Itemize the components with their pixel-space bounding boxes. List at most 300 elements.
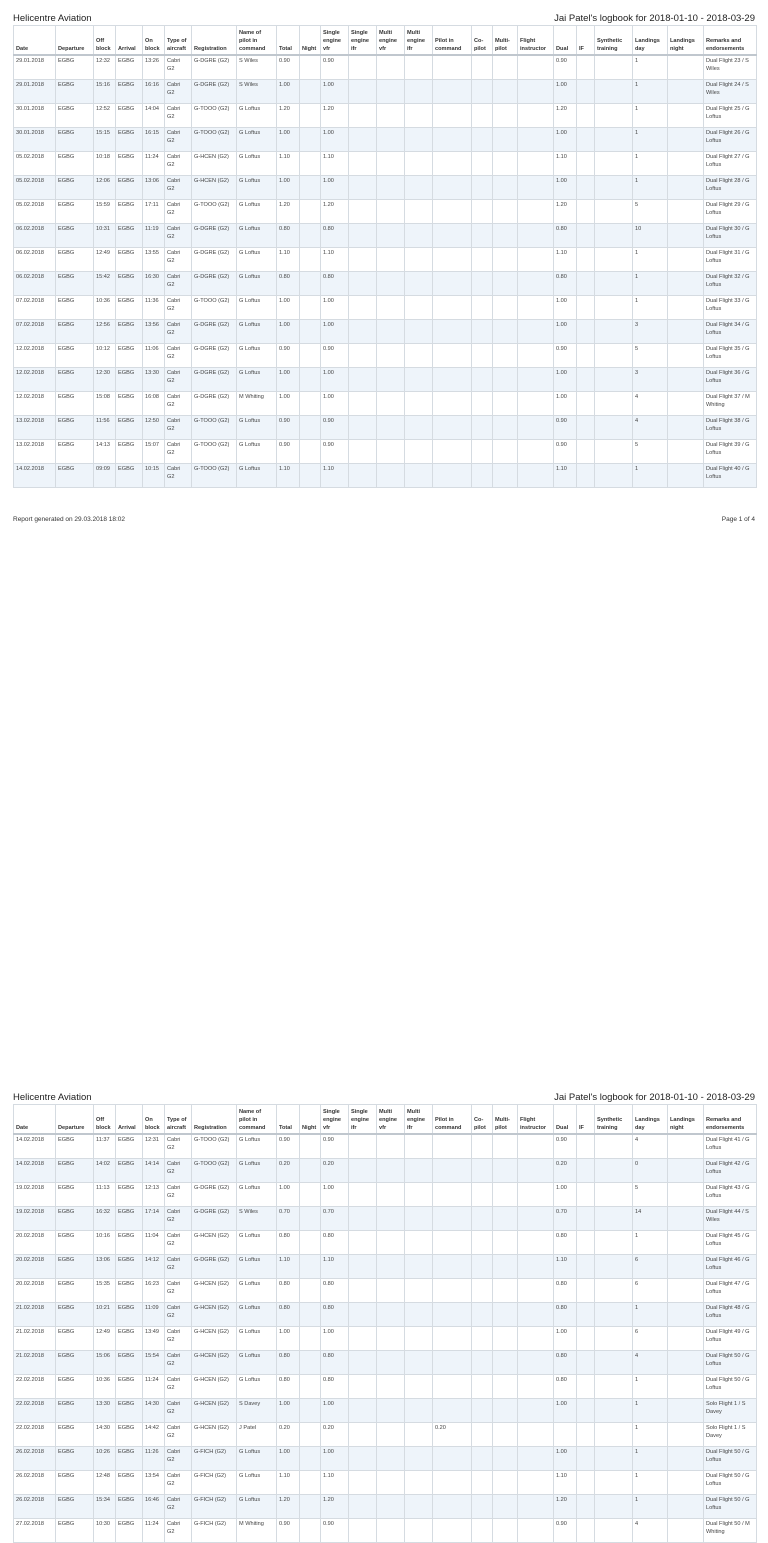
cell-pilot-in-command: [433, 1375, 472, 1399]
cell-multi-engine-vfr: [377, 1134, 405, 1159]
cell-multi-engine-ifr: [405, 200, 433, 224]
cell-single-engine-ifr: [349, 440, 377, 464]
cell-landings-night: [668, 1423, 704, 1447]
cell-date: 06.02.2018: [14, 248, 56, 272]
cell-departure: EGBG: [56, 200, 94, 224]
cell-name-of-pilot-in-command: G Loftus: [237, 1183, 277, 1207]
cell-on-block: 16:08: [143, 392, 165, 416]
cell-landings-day: 14: [633, 1207, 668, 1231]
cell-flight-instructor: [518, 368, 554, 392]
cell-multi-engine-ifr: [405, 1519, 433, 1543]
cell-landings-night: [668, 1447, 704, 1471]
cell-total: 1.10: [277, 464, 300, 488]
column-header-multi-engine-vfr: Multi engine vfr: [377, 1105, 405, 1135]
cell-if: [577, 224, 595, 248]
cell-pilot-in-command: [433, 1303, 472, 1327]
cell-arrival: EGBG: [116, 1327, 143, 1351]
cell-landings-night: [668, 1495, 704, 1519]
cell-dual: 1.10: [554, 464, 577, 488]
cell-on-block: 11:04: [143, 1231, 165, 1255]
cell-arrival: EGBG: [116, 416, 143, 440]
cell-synthetic-training: [595, 1519, 633, 1543]
cell-flight-instructor: [518, 1447, 554, 1471]
cell-total: 0.20: [277, 1159, 300, 1183]
cell-co-pilot: [472, 1471, 493, 1495]
cell-registration: G-HCEN (G2): [192, 1327, 237, 1351]
cell-if: [577, 344, 595, 368]
cell-multi-engine-ifr: [405, 55, 433, 80]
cell-landings-night: [668, 1183, 704, 1207]
cell-single-engine-vfr: 1.00: [321, 1327, 349, 1351]
cell-multi-engine-ifr: [405, 176, 433, 200]
cell-date: 21.02.2018: [14, 1303, 56, 1327]
cell-remarks-and-endorsements: Dual Flight 39 / G Loftus: [704, 440, 757, 464]
cell-off-block: 15:08: [94, 392, 116, 416]
cell-type-of-aircraft: Cabri G2: [165, 152, 192, 176]
cell-pilot-in-command: 0.20: [433, 1423, 472, 1447]
cell-departure: EGBG: [56, 1303, 94, 1327]
cell-landings-day: 1: [633, 176, 668, 200]
cell-pilot-in-command: [433, 1279, 472, 1303]
cell-departure: EGBG: [56, 176, 94, 200]
cell-synthetic-training: [595, 1183, 633, 1207]
cell-dual: 1.00: [554, 176, 577, 200]
cell-total: 0.80: [277, 1231, 300, 1255]
column-header-synthetic-training: Synthetic training: [595, 1105, 633, 1135]
cell-arrival: EGBG: [116, 1134, 143, 1159]
column-header-multi-engine-ifr: Multi engine ifr: [405, 26, 433, 56]
cell-if: [577, 1279, 595, 1303]
cell-night: [300, 55, 321, 80]
cell-dual: 0.80: [554, 224, 577, 248]
cell-single-engine-vfr: 0.80: [321, 224, 349, 248]
cell-type-of-aircraft: Cabri G2: [165, 1159, 192, 1183]
cell-landings-night: [668, 1471, 704, 1495]
cell-multi-pilot: [493, 344, 518, 368]
cell-name-of-pilot-in-command: G Loftus: [237, 1279, 277, 1303]
cell-if: [577, 1423, 595, 1447]
cell-on-block: 14:12: [143, 1255, 165, 1279]
table-row: [14, 368, 757, 392]
cell-if: [577, 1159, 595, 1183]
cell-co-pilot: [472, 392, 493, 416]
cell-co-pilot: [472, 1375, 493, 1399]
cell-synthetic-training: [595, 1351, 633, 1375]
column-header-date: Date: [14, 26, 56, 56]
cell-single-engine-ifr: [349, 224, 377, 248]
cell-single-engine-ifr: [349, 392, 377, 416]
cell-on-block: 14:42: [143, 1423, 165, 1447]
cell-date: 26.02.2018: [14, 1495, 56, 1519]
cell-multi-engine-vfr: [377, 128, 405, 152]
column-header-off-block: Off block: [94, 26, 116, 56]
cell-total: 0.80: [277, 272, 300, 296]
cell-landings-night: [668, 272, 704, 296]
cell-synthetic-training: [595, 1159, 633, 1183]
cell-single-engine-ifr: [349, 320, 377, 344]
cell-name-of-pilot-in-command: G Loftus: [237, 1231, 277, 1255]
cell-total: 1.00: [277, 392, 300, 416]
cell-departure: EGBG: [56, 392, 94, 416]
cell-multi-pilot: [493, 296, 518, 320]
cell-dual: 0.90: [554, 440, 577, 464]
cell-registration: G-FICH (G2): [192, 1519, 237, 1543]
cell-night: [300, 1134, 321, 1159]
cell-off-block: 15:34: [94, 1495, 116, 1519]
cell-registration: G-HCEN (G2): [192, 1375, 237, 1399]
cell-date: 29.01.2018: [14, 55, 56, 80]
cell-on-block: 17:14: [143, 1207, 165, 1231]
cell-night: [300, 1471, 321, 1495]
cell-synthetic-training: [595, 176, 633, 200]
cell-on-block: 12:50: [143, 416, 165, 440]
cell-landings-night: [668, 440, 704, 464]
cell-registration: G-HCEN (G2): [192, 176, 237, 200]
cell-dual: 0.80: [554, 272, 577, 296]
cell-dual: 0.70: [554, 1207, 577, 1231]
cell-flight-instructor: [518, 224, 554, 248]
cell-registration: G-DGRE (G2): [192, 1207, 237, 1231]
cell-co-pilot: [472, 344, 493, 368]
cell-off-block: 15:16: [94, 80, 116, 104]
cell-flight-instructor: [518, 1351, 554, 1375]
cell-on-block: 11:26: [143, 1447, 165, 1471]
cell-if: [577, 1327, 595, 1351]
cell-co-pilot: [472, 368, 493, 392]
cell-arrival: EGBG: [116, 464, 143, 488]
cell-name-of-pilot-in-command: M Whiting: [237, 1519, 277, 1543]
cell-date: 22.02.2018: [14, 1375, 56, 1399]
cell-co-pilot: [472, 1423, 493, 1447]
cell-pilot-in-command: [433, 272, 472, 296]
column-header-pilot-in-command: Pilot in command: [433, 26, 472, 56]
column-header-name-of-pilot-in-command: Name of pilot in command: [237, 26, 277, 56]
cell-if: [577, 1375, 595, 1399]
cell-multi-engine-vfr: [377, 1231, 405, 1255]
cell-total: 0.80: [277, 1279, 300, 1303]
cell-off-block: 15:35: [94, 1279, 116, 1303]
cell-registration: G-TOOO (G2): [192, 104, 237, 128]
cell-landings-day: 1: [633, 128, 668, 152]
cell-multi-engine-vfr: [377, 392, 405, 416]
cell-pilot-in-command: [433, 1183, 472, 1207]
cell-registration: G-FICH (G2): [192, 1471, 237, 1495]
cell-landings-day: 6: [633, 1279, 668, 1303]
cell-multi-pilot: [493, 440, 518, 464]
table-row: [14, 296, 757, 320]
cell-flight-instructor: [518, 1159, 554, 1183]
cell-flight-instructor: [518, 176, 554, 200]
cell-off-block: 11:13: [94, 1183, 116, 1207]
cell-type-of-aircraft: Cabri G2: [165, 464, 192, 488]
cell-registration: G-HCEN (G2): [192, 1231, 237, 1255]
cell-total: 1.00: [277, 368, 300, 392]
cell-type-of-aircraft: Cabri G2: [165, 1183, 192, 1207]
cell-pilot-in-command: [433, 1207, 472, 1231]
cell-single-engine-ifr: [349, 464, 377, 488]
cell-registration: G-HCEN (G2): [192, 1423, 237, 1447]
organisation-name: Helicentre Aviation: [13, 13, 92, 24]
cell-date: 19.02.2018: [14, 1207, 56, 1231]
cell-registration: G-TOOO (G2): [192, 464, 237, 488]
table-row: [14, 416, 757, 440]
cell-single-engine-vfr: 0.90: [321, 416, 349, 440]
cell-pilot-in-command: [433, 1495, 472, 1519]
cell-type-of-aircraft: Cabri G2: [165, 200, 192, 224]
cell-on-block: 12:13: [143, 1183, 165, 1207]
cell-if: [577, 104, 595, 128]
cell-landings-day: 3: [633, 368, 668, 392]
cell-multi-engine-ifr: [405, 296, 433, 320]
cell-multi-engine-vfr: [377, 1399, 405, 1423]
cell-pilot-in-command: [433, 1134, 472, 1159]
cell-synthetic-training: [595, 55, 633, 80]
cell-landings-night: [668, 1255, 704, 1279]
cell-multi-pilot: [493, 1183, 518, 1207]
cell-night: [300, 104, 321, 128]
cell-off-block: 14:02: [94, 1159, 116, 1183]
cell-multi-engine-vfr: [377, 1495, 405, 1519]
column-header-single-engine-vfr: Single engine vfr: [321, 1105, 349, 1135]
cell-dual: 1.20: [554, 200, 577, 224]
cell-name-of-pilot-in-command: G Loftus: [237, 128, 277, 152]
table-row: [14, 1279, 757, 1303]
cell-single-engine-vfr: 1.00: [321, 80, 349, 104]
cell-multi-pilot: [493, 1327, 518, 1351]
cell-flight-instructor: [518, 1134, 554, 1159]
cell-single-engine-ifr: [349, 55, 377, 80]
cell-flight-instructor: [518, 152, 554, 176]
cell-synthetic-training: [595, 1399, 633, 1423]
cell-flight-instructor: [518, 104, 554, 128]
cell-synthetic-training: [595, 272, 633, 296]
column-header-multi-engine-ifr: Multi engine ifr: [405, 1105, 433, 1135]
column-header-co-pilot: Co-pilot: [472, 1105, 493, 1135]
cell-night: [300, 320, 321, 344]
cell-name-of-pilot-in-command: G Loftus: [237, 1447, 277, 1471]
cell-on-block: 13:56: [143, 320, 165, 344]
cell-arrival: EGBG: [116, 1255, 143, 1279]
cell-date: 22.02.2018: [14, 1399, 56, 1423]
cell-co-pilot: [472, 296, 493, 320]
cell-on-block: 14:04: [143, 104, 165, 128]
cell-on-block: 13:26: [143, 55, 165, 80]
table-row: [14, 1134, 757, 1159]
cell-single-engine-ifr: [349, 1255, 377, 1279]
cell-landings-night: [668, 55, 704, 80]
cell-remarks-and-endorsements: Dual Flight 50 / G Loftus: [704, 1447, 757, 1471]
cell-if: [577, 296, 595, 320]
cell-multi-engine-vfr: [377, 1423, 405, 1447]
cell-on-block: 10:15: [143, 464, 165, 488]
cell-night: [300, 392, 321, 416]
cell-multi-pilot: [493, 128, 518, 152]
cell-pilot-in-command: [433, 104, 472, 128]
cell-co-pilot: [472, 1159, 493, 1183]
cell-landings-day: 1: [633, 1303, 668, 1327]
cell-multi-engine-ifr: [405, 368, 433, 392]
cell-single-engine-ifr: [349, 344, 377, 368]
cell-co-pilot: [472, 1183, 493, 1207]
cell-synthetic-training: [595, 152, 633, 176]
cell-multi-engine-ifr: [405, 1471, 433, 1495]
cell-on-block: 13:54: [143, 1471, 165, 1495]
cell-single-engine-ifr: [349, 1207, 377, 1231]
cell-name-of-pilot-in-command: S Wiles: [237, 1207, 277, 1231]
cell-multi-engine-ifr: [405, 224, 433, 248]
cell-if: [577, 200, 595, 224]
cell-dual: 1.10: [554, 1471, 577, 1495]
cell-off-block: 10:21: [94, 1303, 116, 1327]
cell-pilot-in-command: [433, 55, 472, 80]
cell-on-block: 13:49: [143, 1327, 165, 1351]
cell-departure: EGBG: [56, 368, 94, 392]
cell-night: [300, 464, 321, 488]
cell-if: [577, 392, 595, 416]
cell-night: [300, 1423, 321, 1447]
cell-night: [300, 1183, 321, 1207]
cell-multi-engine-vfr: [377, 1183, 405, 1207]
cell-synthetic-training: [595, 1231, 633, 1255]
cell-type-of-aircraft: Cabri G2: [165, 1327, 192, 1351]
cell-synthetic-training: [595, 440, 633, 464]
cell-multi-pilot: [493, 248, 518, 272]
cell-total: 0.70: [277, 1207, 300, 1231]
logbook-page-1: [0, 0, 768, 535]
cell-date: 26.02.2018: [14, 1447, 56, 1471]
column-header-single-engine-ifr: Single engine ifr: [349, 1105, 377, 1135]
cell-off-block: 11:37: [94, 1134, 116, 1159]
cell-night: [300, 1375, 321, 1399]
cell-co-pilot: [472, 224, 493, 248]
cell-off-block: 15:59: [94, 200, 116, 224]
cell-arrival: EGBG: [116, 1519, 143, 1543]
cell-multi-pilot: [493, 224, 518, 248]
cell-on-block: 16:46: [143, 1495, 165, 1519]
table-row: [14, 200, 757, 224]
cell-flight-instructor: [518, 1231, 554, 1255]
cell-landings-night: [668, 1134, 704, 1159]
cell-landings-night: [668, 1159, 704, 1183]
logbook-title: Jai Patel's logbook for 2018-01-10 - 2018-03-29: [554, 1092, 755, 1103]
cell-pilot-in-command: [433, 1447, 472, 1471]
cell-single-engine-vfr: 1.00: [321, 1399, 349, 1423]
column-header-total: Total: [277, 26, 300, 56]
cell-multi-engine-ifr: [405, 248, 433, 272]
cell-date: 12.02.2018: [14, 392, 56, 416]
table-row: [14, 272, 757, 296]
cell-multi-pilot: [493, 320, 518, 344]
column-header-night: Night: [300, 1105, 321, 1135]
cell-remarks-and-endorsements: Dual Flight 50 / G Loftus: [704, 1495, 757, 1519]
cell-registration: G-FICH (G2): [192, 1447, 237, 1471]
cell-landings-night: [668, 104, 704, 128]
cell-landings-day: 1: [633, 1471, 668, 1495]
cell-dual: 1.00: [554, 296, 577, 320]
cell-name-of-pilot-in-command: G Loftus: [237, 200, 277, 224]
cell-co-pilot: [472, 416, 493, 440]
cell-multi-engine-ifr: [405, 1159, 433, 1183]
cell-total: 1.20: [277, 1495, 300, 1519]
cell-departure: EGBG: [56, 104, 94, 128]
cell-departure: EGBG: [56, 1134, 94, 1159]
cell-co-pilot: [472, 104, 493, 128]
table-body: [14, 55, 757, 488]
cell-off-block: 09:09: [94, 464, 116, 488]
cell-arrival: EGBG: [116, 1447, 143, 1471]
cell-departure: EGBG: [56, 1495, 94, 1519]
cell-off-block: 14:30: [94, 1423, 116, 1447]
cell-night: [300, 1279, 321, 1303]
cell-night: [300, 344, 321, 368]
column-header-flight-instructor: Flight instructor: [518, 1105, 554, 1135]
cell-arrival: EGBG: [116, 368, 143, 392]
cell-landings-day: 5: [633, 440, 668, 464]
column-header-date: Date: [14, 1105, 56, 1135]
cell-single-engine-vfr: 1.10: [321, 464, 349, 488]
cell-dual: 1.00: [554, 320, 577, 344]
cell-type-of-aircraft: Cabri G2: [165, 1255, 192, 1279]
cell-type-of-aircraft: Cabri G2: [165, 176, 192, 200]
cell-dual: [554, 1423, 577, 1447]
cell-multi-engine-vfr: [377, 1279, 405, 1303]
cell-dual: 0.80: [554, 1351, 577, 1375]
cell-departure: EGBG: [56, 1351, 94, 1375]
cell-if: [577, 80, 595, 104]
cell-multi-pilot: [493, 1303, 518, 1327]
cell-name-of-pilot-in-command: G Loftus: [237, 1351, 277, 1375]
cell-landings-day: 1: [633, 296, 668, 320]
cell-landings-day: 1: [633, 1423, 668, 1447]
table-row: [14, 392, 757, 416]
cell-flight-instructor: [518, 320, 554, 344]
cell-single-engine-vfr: 1.20: [321, 1495, 349, 1519]
cell-registration: G-DGRE (G2): [192, 1183, 237, 1207]
cell-arrival: EGBG: [116, 296, 143, 320]
cell-name-of-pilot-in-command: S Wiles: [237, 80, 277, 104]
cell-arrival: EGBG: [116, 55, 143, 80]
cell-departure: EGBG: [56, 1447, 94, 1471]
cell-dual: 0.90: [554, 344, 577, 368]
cell-if: [577, 128, 595, 152]
cell-multi-engine-ifr: [405, 416, 433, 440]
cell-night: [300, 1207, 321, 1231]
column-header-if: IF: [577, 1105, 595, 1135]
cell-multi-engine-ifr: [405, 1303, 433, 1327]
cell-date: 05.02.2018: [14, 200, 56, 224]
cell-arrival: EGBG: [116, 1495, 143, 1519]
cell-pilot-in-command: [433, 152, 472, 176]
cell-type-of-aircraft: Cabri G2: [165, 440, 192, 464]
cell-remarks-and-endorsements: Dual Flight 48 / G Loftus: [704, 1303, 757, 1327]
column-header-registration: Registration: [192, 1105, 237, 1135]
cell-date: 29.01.2018: [14, 80, 56, 104]
cell-landings-night: [668, 152, 704, 176]
cell-multi-engine-ifr: [405, 1183, 433, 1207]
cell-multi-pilot: [493, 1207, 518, 1231]
cell-arrival: EGBG: [116, 152, 143, 176]
cell-departure: EGBG: [56, 152, 94, 176]
cell-pilot-in-command: [433, 200, 472, 224]
cell-type-of-aircraft: Cabri G2: [165, 1279, 192, 1303]
cell-remarks-and-endorsements: Solo Flight 1 / S Davey: [704, 1399, 757, 1423]
column-header-on-block: On block: [143, 26, 165, 56]
cell-single-engine-ifr: [349, 368, 377, 392]
cell-flight-instructor: [518, 128, 554, 152]
cell-landings-night: [668, 176, 704, 200]
cell-single-engine-vfr: 1.10: [321, 248, 349, 272]
cell-single-engine-ifr: [349, 1279, 377, 1303]
